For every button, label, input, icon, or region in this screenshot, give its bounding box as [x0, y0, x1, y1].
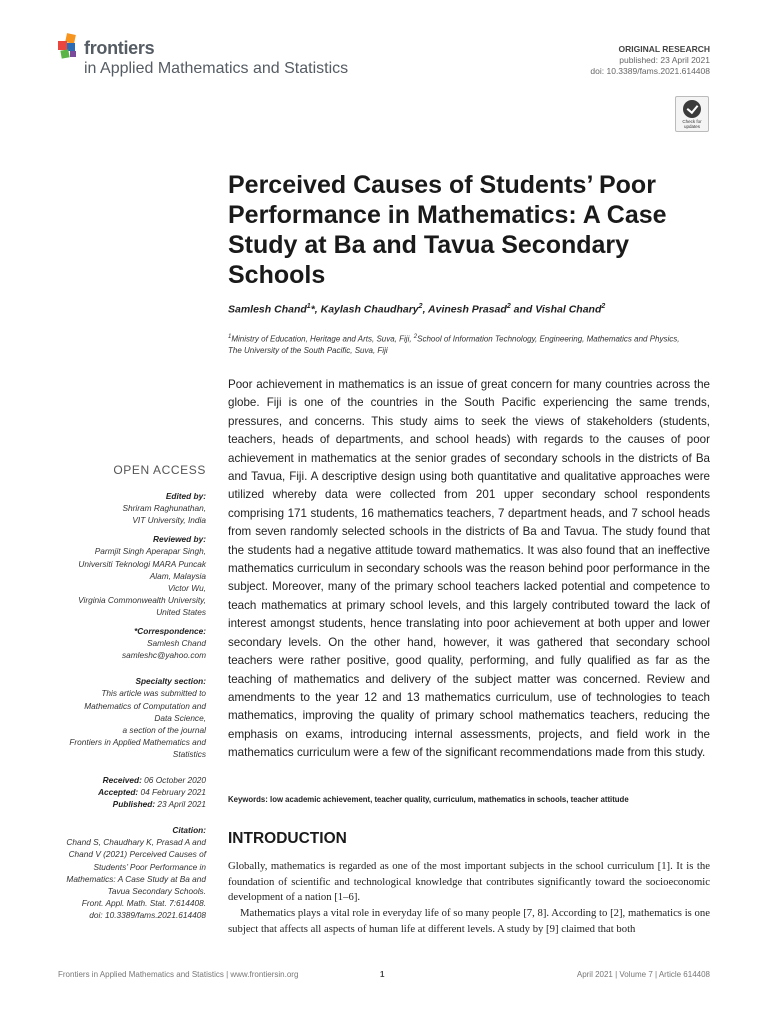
frontiers-logo-icon	[58, 34, 82, 60]
specialty-line: Statistics	[172, 748, 206, 759]
correspondence-heading: *Correspondence:	[134, 626, 206, 637]
affil-sup: 1	[228, 334, 232, 340]
keywords: Keywords: low academic achievement, teacher quality, curriculum, mathematics in schools, teacher attitude	[228, 795, 629, 804]
author-affil-sup: 1	[306, 303, 311, 310]
accepted-date	[34, 786, 206, 798]
citation-line: Students’ Poor Performance in	[93, 861, 206, 872]
specialty-line: Mathematics of Computation and	[84, 700, 206, 711]
author-affil-sup: 2	[418, 303, 423, 310]
check-updates-label-1: Check for	[682, 119, 702, 124]
reviewed-by-heading: Reviewed by:	[152, 534, 206, 545]
citation-line: Chand S, Chaudhary K, Prasad A and	[66, 837, 206, 848]
received-heading: Received:	[102, 774, 142, 785]
author-sep: and	[510, 303, 536, 316]
author-list	[228, 303, 708, 316]
editor-line: Shriram Raghunathan,	[122, 503, 206, 514]
editor-line: VIT University, India	[132, 515, 206, 526]
article-sidebar	[34, 464, 206, 921]
author-affil-sup: 2	[601, 303, 606, 310]
brand-name: frontiers	[84, 38, 155, 58]
title-line: Performance in Mathematics: A Case	[228, 201, 667, 229]
checkmark-icon	[683, 100, 701, 118]
citation-line: Tavua Secondary Schools.	[107, 885, 206, 896]
article-title	[228, 170, 718, 290]
specialty-line: This article was submitted to	[101, 688, 206, 699]
affil-sup: 2	[413, 334, 418, 340]
reviewer-line: Virginia Commonwealth University,	[78, 594, 206, 605]
reviewer-line: Alam, Malaysia	[149, 570, 206, 581]
title-line: Perceived Causes of Students’ Poor	[228, 171, 656, 199]
title-line: Study at Ba and Tavua Secondary	[228, 231, 630, 259]
abstract: Poor achievement in mathematics is an issue of great concern for many countries across the globe. Fiji is one of the countries in the South Pacific experiencing the same trends, pressures, and concerns. This study aims to seek the views of stakeholders (students, teachers, heads of departments, and school heads) with regards to the causes of poor achievement in mathematics at the senior grades of secondary schools in the districts of Ba and Tavua, Fiji. A descriptive design using both quantitative and qualitative approaches were utilized whereby data were collected from 201 upper secondary school respondents comprising 171 students, 16 mathematics teachers, 7 department heads, and 7 school heads from seven randomly selected schools in the districts of Ba and Tavua. The study found that the students had a negative attitude toward mathematics. It was also found that an ineffective mathematics curriculum in secondary schools was the reason behind poor performance in the subject. Moreover, many of the primary school teachers lacked potential and competence to teach mathematics at primary school levels, and this largely contributed toward the lack of interest amongst students, hence translating into poor achievement at both upper and lower secondary levels. On the other hand, however, it was gathered that secondary school teachers were rather positive, good quality, performing, and fully qualified as far as the teaching of mathematics and delivery of the subject matter was concerned. Review and amendments to the year 12 and 13 mathematics curriculum, use of technologies to teach mathematics, improving the quality of primary school mathematics teachers, reducing the emphasis on exams, introducing internal assessments, projects, and field work in the mathematics curriculum were a few of the significant recommendations made from this study.	[228, 378, 710, 760]
page-number: 1	[380, 970, 385, 979]
received-date	[34, 774, 206, 786]
citation-line: Mathematics: A Case Study at Ba and	[66, 873, 206, 884]
published-date: published: 23 April 2021	[619, 55, 710, 65]
accepted-value: 04 February 2021	[138, 787, 206, 798]
received-value: 06 October 2020	[141, 774, 206, 785]
open-access-label: OPEN ACCESS	[113, 463, 206, 477]
author-name[interactable]: Vishal Chand	[535, 303, 602, 316]
article-type: ORIGINAL RESEARCH	[618, 44, 710, 54]
journal-logo[interactable]	[58, 34, 378, 84]
specialty-line: Frontiers in Applied Mathematics and	[69, 736, 206, 747]
section-heading-introduction: INTRODUCTION	[228, 830, 347, 847]
citation-line: Chand V (2021) Perceived Causes of	[68, 849, 206, 860]
affiliations	[228, 332, 718, 356]
footer-journal-link[interactable]: Frontiers in Applied Mathematics and Statistics | www.frontiersin.org	[58, 970, 299, 979]
page-footer	[58, 970, 710, 984]
check-for-updates-button[interactable]	[675, 96, 709, 132]
citation-doi[interactable]: doi: 10.3389/fams.2021.614408	[89, 909, 206, 920]
check-updates-label-2: updates	[683, 124, 700, 129]
author-name[interactable]: Samlesh Chand	[228, 303, 307, 316]
article-meta	[590, 44, 710, 77]
author-sep: *,	[310, 303, 321, 316]
author-name[interactable]: Kaylash Chaudhary	[320, 303, 419, 316]
citation-heading: Citation:	[172, 825, 206, 836]
journal-name: in Applied Mathematics and Statistics	[84, 60, 349, 77]
published-value: 23 April 2021	[155, 799, 206, 810]
footer-issue-info: April 2021 | Volume 7 | Article 614408	[576, 970, 710, 979]
published-date-side	[34, 798, 206, 810]
reviewer-line: United States	[156, 606, 206, 617]
reviewer-line: Victor Wu,	[167, 582, 206, 593]
published-heading: Published:	[112, 799, 156, 810]
article-doi[interactable]: doi: 10.3389/fams.2021.614408	[590, 66, 710, 76]
affiliation-text: School of Information Technology, Engineering, Mathematics and Physics,	[417, 334, 680, 344]
title-line: Schools	[228, 261, 326, 289]
affiliation-text: Ministry of Education, Heritage and Arts, Suva, Fiji,	[231, 334, 414, 344]
paragraph: Mathematics plays a vital role in everyday life of so many people [7, 8]. According to [2], mathematics is one subject that affects all aspects of human life at different levels. A study by [9] claimed that both	[228, 907, 710, 935]
affiliation-text: The University of the South Pacific, Suva, Fiji	[228, 345, 388, 355]
specialty-heading: Specialty section:	[135, 676, 206, 687]
accepted-heading: Accepted:	[98, 787, 139, 798]
author-sep: ,	[422, 303, 429, 316]
specialty-line: a section of the journal	[122, 724, 206, 735]
specialty-line: Data Science,	[154, 712, 206, 723]
paragraph: Globally, mathematics is regarded as one of the most important subjects in the school curriculum [1]. It is the foundation of scientific and technological knowledge that contributes significantly toward the socioeconomic development of a nation [1–6].	[228, 860, 710, 904]
introduction-body	[228, 859, 710, 938]
author-name[interactable]: Avinesh Prasad	[428, 303, 507, 316]
correspondence-name: Samlesh Chand	[146, 638, 206, 649]
correspondence-email[interactable]: samleshc@yahoo.com	[121, 650, 206, 661]
author-affil-sup: 2	[506, 303, 511, 310]
reviewer-line: Universiti Teknologi MARA Puncak	[78, 558, 206, 569]
reviewer-line: Parmjit Singh Aperapar Singh,	[94, 546, 206, 557]
citation-line: Front. Appl. Math. Stat. 7:614408.	[81, 897, 206, 908]
edited-by-heading: Edited by:	[165, 491, 206, 502]
